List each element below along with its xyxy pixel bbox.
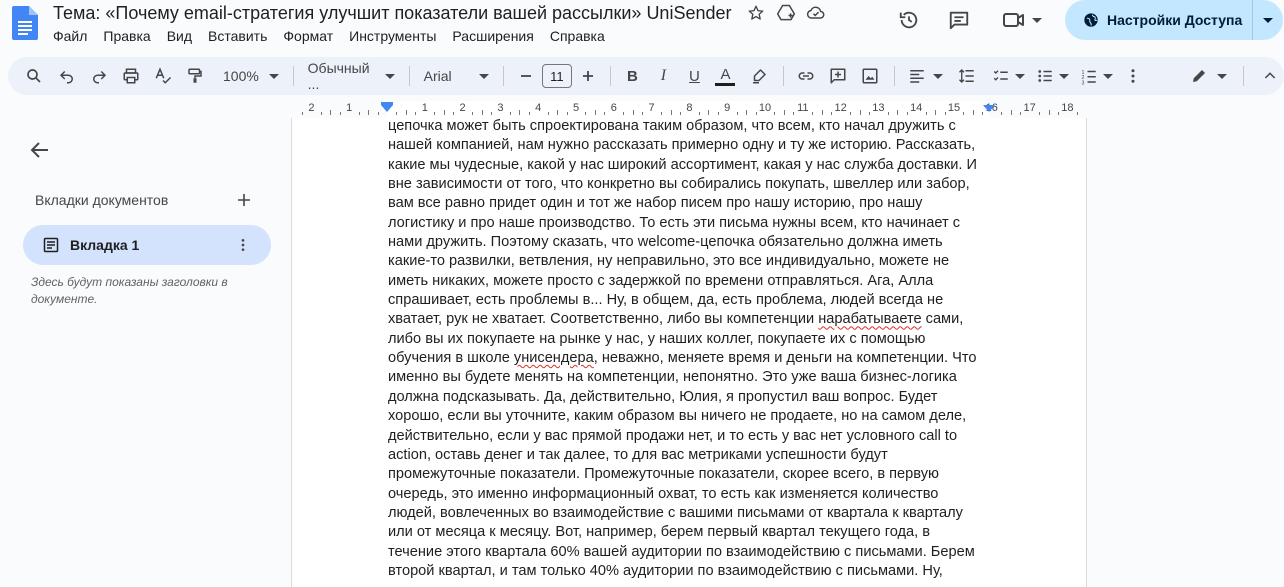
ruler-tick [557,110,558,115]
ruler-tick [529,112,530,115]
share-main[interactable] [1065,0,1253,40]
redo-icon[interactable] [85,62,113,90]
ruler-tick [812,112,813,115]
ruler-tick [340,112,341,115]
text-run: промежуточные показатели. Промежуточные показатели, скорее всего, в первую [388,466,939,483]
spellcheck-icon[interactable] [149,62,177,90]
text-run: спрашивает, есть проблемы в... Ну, в общем, да, есть проблема, людей всегда не [388,292,944,309]
app-header [0,0,1284,56]
ruler-tick [746,110,747,115]
ruler-tick [368,110,369,115]
text-run: хватает, рук не хватает. Соответственно, либо вы компетенции [388,311,819,328]
text-run: именно вы будете менять на компетенции, непонятно. Это уже ваша бизнес-логика [388,369,957,386]
more-options-icon[interactable] [1119,62,1147,90]
text-run: либо вы их покупаете на рынке у нас, у наших коллег, покупаете их с помощью [388,330,926,347]
ruler-tick [831,112,832,115]
font-size-input[interactable]: 11 [542,64,571,88]
ruler-tick [548,112,549,115]
chevron-down-icon [479,74,489,79]
text-run: обучения в школе [388,350,514,367]
highlight-color-icon[interactable] [745,62,773,90]
decrease-font-size-icon[interactable] [512,62,540,90]
ruler-number: 13 [872,102,885,114]
style-value: Обычный ... [307,60,370,92]
divider [1243,66,1244,86]
ruler-tick [595,110,596,115]
ruler-tick [359,112,360,115]
text-run: иметь никаких, можете просто с задержкой по времени отправляться. Ага, Алла [388,272,934,289]
ruler-tick [935,110,936,115]
text-run: action, оставь денег и так далее, то для вас метриками успешности будут [388,446,888,463]
star-icon[interactable] [745,2,767,24]
text-run: , неважно, меняете время и деньги на компетенции. Что [593,350,977,367]
bulleted-list-icon[interactable] [1031,62,1059,90]
menu-tools[interactable]: Инструменты [349,28,437,44]
version-history-button[interactable] [893,4,925,36]
undo-icon[interactable] [53,62,81,90]
text-line[interactable] [388,407,988,426]
text-line[interactable] [388,291,988,310]
scrollbar[interactable] [1278,118,1284,587]
text-run: какие мы чудесные, какой у нас широкий ассортимент, какая у нас служба доставки. И [388,156,977,173]
divider [783,66,784,86]
ruler-tick [585,112,586,115]
menu-edit[interactable]: Правка [103,28,151,44]
text-run: очередь, это именно информационный охват, то есть как изменяется количество [388,485,939,502]
ruler-tick [642,112,643,115]
tab-item-1[interactable] [23,225,271,265]
chevron-down-icon [269,74,279,79]
tabs-section-title: Вкладки документов [35,192,169,208]
ruler-tick [671,110,672,115]
meet-button[interactable] [998,4,1042,36]
paragraph-style-select[interactable] [308,60,395,92]
ruler-number: 11 [797,102,809,114]
text-run: течение этого квартала 60% вашей аудитории по взаимодействию с письмами. Берем [388,543,975,560]
ruler-tick [680,112,681,115]
divider [293,66,294,86]
docs-logo-icon[interactable] [12,6,38,40]
ruler-tick [661,112,662,115]
ruler-tick [699,112,700,115]
ruler-tick [1077,112,1078,115]
print-icon[interactable] [117,62,145,90]
font-value: Arial [423,68,452,84]
document-tabs-sidebar [0,118,290,587]
ruler-number: 8 [686,102,693,114]
ruler-number: 4 [535,102,542,114]
text-line[interactable] [388,233,988,252]
text-run: второй квартал, и там только 40% аудитории по взаимодействию с письмами. Ну, [388,562,943,579]
text-run: хорошо, если вы уточните, каким образом вы ничего не продаете, но на самом деле, [388,408,967,425]
collapse-toolbar-icon[interactable] [1256,62,1284,90]
ruler-number: 1 [346,102,353,114]
text-line[interactable] [388,349,988,368]
ruler-tick [444,110,445,115]
text-line[interactable] [388,504,988,523]
divider [894,66,895,86]
ruler-tick [869,112,870,115]
ruler-tick [453,112,454,115]
text-run: цепочка может быть спроектирована таким образом, что всем, кто начал дружить с [388,118,956,134]
italic-button[interactable]: I [660,67,667,84]
ruler-tick [472,112,473,115]
ruler-tick [519,110,520,115]
numbered-list-icon[interactable] [1075,62,1103,90]
menu-insert[interactable]: Вставить [208,28,268,44]
menu-bar [53,28,621,44]
ruler-number: 2 [308,102,315,114]
text-run: должна подсказывать. Да, действительно, Юлия, я пропустил ваш вопрос. Будет [388,388,938,405]
spelling-error[interactable]: унисендера [513,350,594,367]
ruler-tick [1011,110,1012,115]
divider [503,66,504,86]
ruler-number: 7 [648,102,655,114]
ruler-tick [897,110,898,115]
document-page[interactable] [291,118,1087,587]
ruler-tick [774,112,775,115]
text-line[interactable] [388,427,988,446]
ruler-tick [1001,112,1002,115]
text-color-button[interactable] [711,62,739,90]
svg-text:1: 1 [1081,69,1085,76]
menu-view[interactable]: Вид [166,28,193,44]
text-line[interactable] [388,562,988,581]
divider [409,66,410,86]
ruler-number: 15 [947,102,961,114]
ruler-tick [888,112,889,115]
text-line[interactable] [388,465,988,484]
spelling-error[interactable]: нарабатываете [818,311,922,328]
ruler-tick [737,112,738,115]
text-line[interactable] [388,446,988,465]
zoom-select[interactable] [223,68,279,84]
text-line[interactable] [388,214,988,233]
share-dropdown[interactable] [1253,0,1283,40]
search-menus-icon[interactable] [20,62,48,90]
first-line-indent-marker[interactable] [381,102,393,105]
back-arrow-icon[interactable] [28,138,52,162]
text-line[interactable] [388,272,988,291]
ruler-tick [510,112,511,115]
ruler-tick [491,112,492,115]
menu-file[interactable]: Файл [53,28,88,44]
ruler-number: 18 [1061,102,1074,114]
document-title[interactable]: Тема: «Почему email-стратегия улучшит показатели вашей рассылки» UniSender [53,3,732,23]
text-line[interactable] [388,136,988,155]
meet-icon [998,4,1030,36]
ruler-tick [302,112,303,115]
text-line[interactable] [388,175,988,194]
ruler-tick [415,112,416,115]
ruler-number: 17 [1023,102,1036,114]
text-line[interactable] [388,388,988,407]
ruler-number: 1 [421,102,428,114]
ruler-number: 3 [497,102,504,114]
font-select[interactable] [424,68,490,84]
chevron-down-icon [1263,18,1273,23]
text-line[interactable] [388,156,988,175]
document-tab-icon [43,237,59,253]
color-swatch [715,83,735,86]
text-run: нами дружить. Поэтому сказать, что welcome-цепочка обязательно должна иметь [388,234,943,251]
ruler-tick [850,112,851,115]
formatting-toolbar [8,57,1284,95]
ruler-tick [926,112,927,115]
share-button[interactable] [1065,0,1283,40]
ruler-number: 10 [758,102,772,114]
share-label: Настройки Доступа [1107,12,1243,28]
ruler-tick [633,110,634,115]
history-icon [893,4,925,36]
ruler-tick [1049,110,1050,115]
text-line[interactable] [388,118,988,136]
ruler-tick [378,112,379,115]
text-run: действительно, если у вас прямой продажи нет, и то есть у вас нет условного call to [388,427,958,444]
menu-extensions[interactable]: Расширения [452,28,534,44]
checklist-icon[interactable] [987,62,1015,90]
text-run: сами, [921,311,964,328]
ruler-tick [860,110,861,115]
zoom-value: 100% [223,68,259,84]
ruler-tick [973,110,974,115]
bold-button[interactable]: B [627,67,638,85]
ruler-tick [1058,112,1059,115]
ruler-number: 12 [834,102,847,114]
paint-format-icon[interactable] [181,62,209,90]
text-color-glyph: A [720,65,731,83]
text-line[interactable] [388,252,988,271]
menu-format[interactable]: Формат [283,28,334,44]
text-line[interactable] [388,310,988,329]
ruler-tick [482,110,483,115]
add-comment-icon[interactable] [824,62,852,90]
ruler-number: 6 [610,102,617,114]
move-to-drive-icon[interactable] [775,2,797,24]
text-line[interactable] [388,194,988,213]
ruler-number: 2 [459,102,466,114]
ruler-tick [756,112,757,115]
ruler-number: 5 [572,102,580,114]
cloud-saved-icon[interactable] [805,2,827,24]
text-run: людей, вовлеченных во взаимодействие с вашими письмами от квартала к кварталу [388,504,963,521]
chevron-down-icon[interactable] [1059,74,1069,79]
line-spacing-icon[interactable] [953,62,981,90]
ruler-number: 14 [910,102,923,114]
ruler-tick [623,112,624,115]
divider [610,66,611,86]
menu-help[interactable]: Справка [549,28,605,44]
ruler-tick [406,110,407,115]
tab-more-icon[interactable] [233,235,253,255]
ruler-tick [793,112,794,115]
text-line[interactable] [388,368,988,387]
chevron-down-icon[interactable] [1103,74,1113,79]
ruler-tick [1020,112,1021,115]
ruler-tick [396,112,397,115]
ruler-tick [604,112,605,115]
ruler-tick [567,112,568,115]
ruler-number: 9 [724,102,731,114]
ruler-tick [784,110,785,115]
ruler-tick [434,112,435,115]
underline-button[interactable]: U [689,67,700,85]
text-run: нашей компанией, нам нужно рассказать примерно одну и ту же историю. Рассказать, [388,137,976,154]
text-run: или от месяца к месяцу. Вот, например, берем первый квартал текущего года, в [388,524,931,541]
ruler-tick [708,110,709,115]
ruler-tick [963,112,964,115]
right-indent-marker[interactable] [983,105,995,112]
editing-mode-icon[interactable] [1185,62,1213,90]
increase-font-size-icon[interactable] [574,62,602,90]
ruler-tick [1039,112,1040,115]
add-tab-icon[interactable] [234,190,254,210]
text-run: какие-то развилки, ветвления, ну неправильно, это все индивидуально, можете не [388,253,950,270]
ruler-tick [718,112,719,115]
ruler-tick [321,112,322,115]
chevron-down-icon[interactable] [1015,74,1025,79]
chevron-down-icon [385,74,395,79]
chevron-down-icon[interactable] [1217,74,1227,79]
chevron-down-icon [1032,18,1042,23]
horizontal-ruler[interactable] [292,101,1086,118]
document-body[interactable] [388,118,988,581]
insert-image-icon[interactable] [856,62,884,90]
comments-icon [943,4,975,36]
svg-text:3: 3 [1081,80,1085,85]
ruler-tick [982,112,983,115]
align-icon[interactable] [903,62,931,90]
ruler-number: 16 [985,102,998,114]
chevron-down-icon[interactable] [933,74,943,79]
ruler-tick [945,112,946,115]
text-line[interactable] [388,485,988,504]
left-indent-marker[interactable] [381,105,393,112]
ruler-tick [822,110,823,115]
text-run: логистику и про наше производство. То есть эти письма нужны всем, кто начинает с [388,214,961,231]
text-run: вам все равно придет один и тот же набор писем про нашу историю, про нашу [388,195,923,212]
ruler-tick [330,110,331,115]
ruler-tick [907,112,908,115]
text-run: вне зависимости от того, что конкретно вы собирались покупать, швеллер или забор, [388,176,970,193]
globe-icon [1083,12,1099,28]
outline-hint: Здесь будут показаны заголовки в документе. [31,275,228,306]
tab-label: Вкладка 1 [70,237,140,253]
insert-link-icon[interactable] [792,62,820,90]
text-line[interactable] [388,330,988,349]
svg-text:2: 2 [1081,75,1085,81]
comments-button[interactable] [943,4,975,36]
text-line[interactable] [388,543,988,562]
text-line[interactable] [388,523,988,542]
